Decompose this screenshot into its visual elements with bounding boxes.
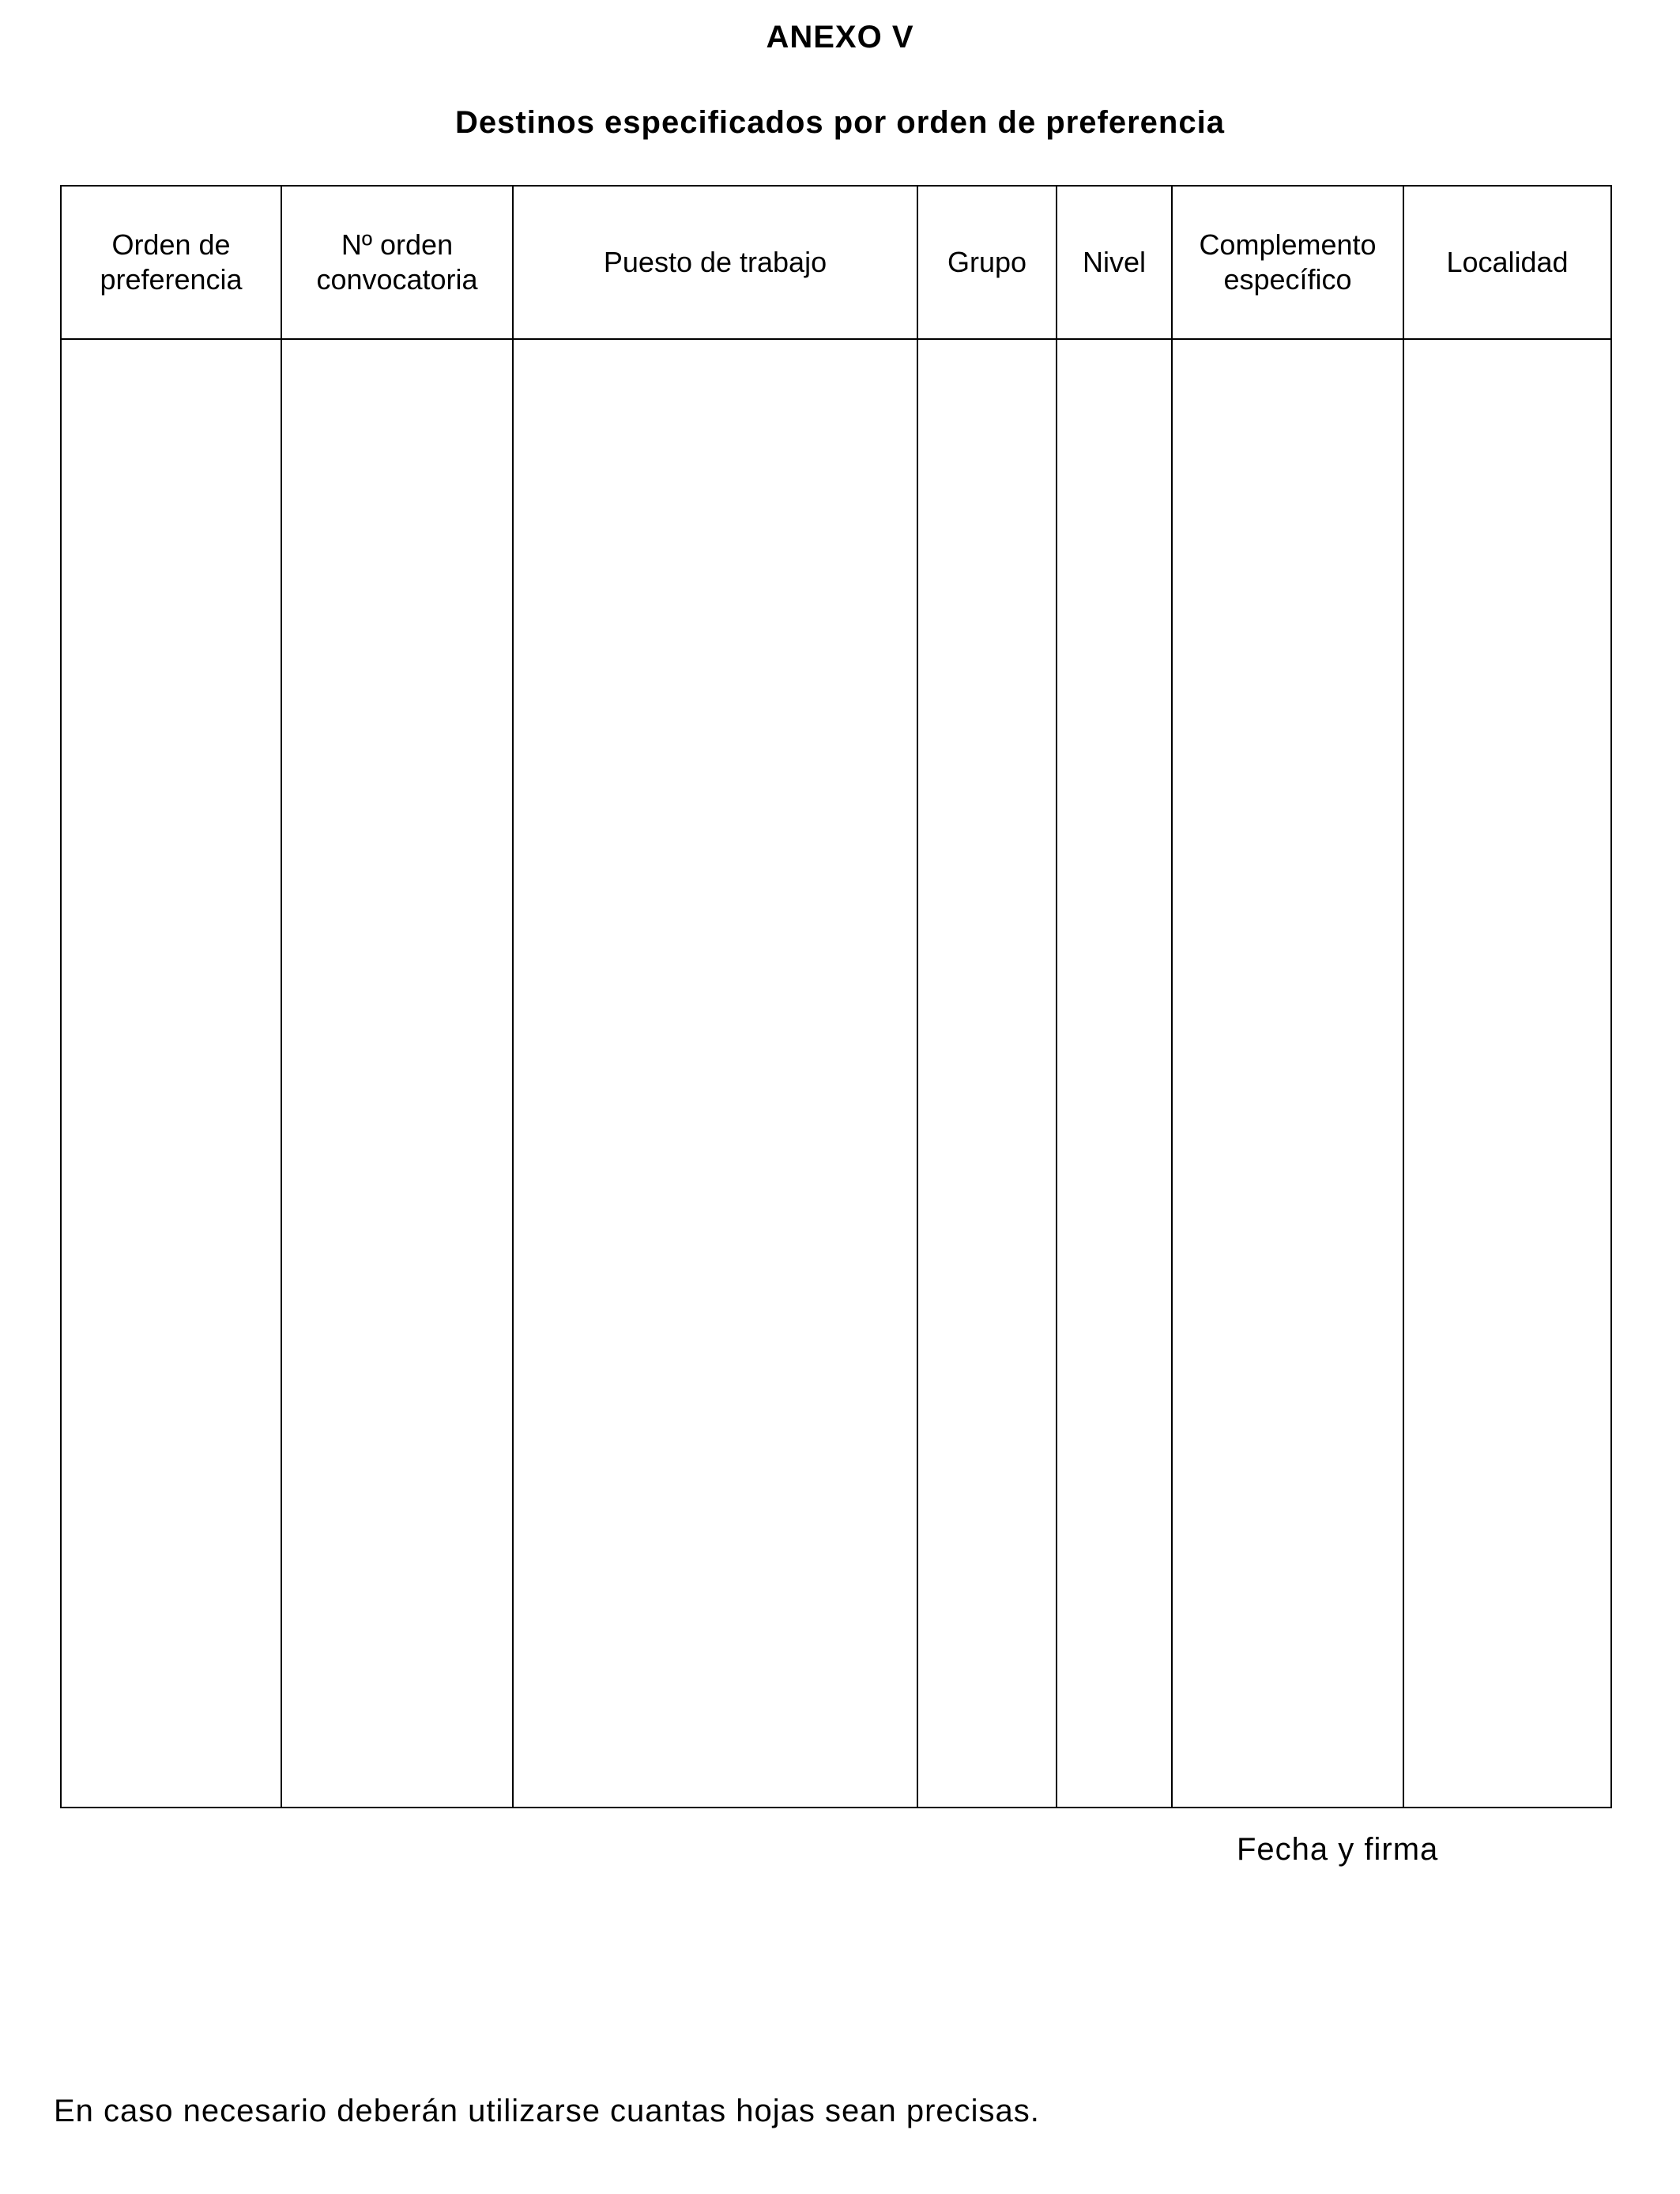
column-header-localidad	[1403, 186, 1611, 339]
table-row	[61, 339, 1611, 1808]
column-header-puesto-trabajo	[513, 186, 917, 339]
column-header-label: Complemento específico	[1199, 228, 1377, 296]
column-header-numero-orden-convocatoria	[281, 186, 513, 339]
cell-nivel[interactable]	[1057, 339, 1172, 1808]
column-header-nivel	[1057, 186, 1172, 339]
cell-numero-orden-convocatoria[interactable]	[281, 339, 513, 1808]
column-header-label: Orden de preferencia	[100, 228, 243, 296]
column-header-complemento-especifico	[1172, 186, 1403, 339]
column-header-label: Localidad	[1446, 246, 1569, 278]
cell-puesto-trabajo[interactable]	[513, 339, 917, 1808]
preferences-table	[60, 185, 1612, 1808]
cell-grupo[interactable]	[917, 339, 1057, 1808]
column-header-label: Nº orden convocatoria	[316, 228, 478, 296]
cell-complemento-especifico[interactable]	[1172, 339, 1403, 1808]
document-subtitle: Destinos especificados por orden de preferencia	[455, 105, 1225, 140]
column-header-label: Nivel	[1082, 246, 1146, 278]
signature-label: Fecha y firma	[1237, 1832, 1439, 1867]
column-header-orden-preferencia	[61, 186, 281, 339]
document-title: ANEXO V	[766, 20, 914, 55]
footer-note: En caso necesario deberán utilizarse cuantas hojas sean precisas.	[54, 2094, 1040, 2128]
column-header-grupo	[917, 186, 1057, 339]
cell-localidad[interactable]	[1403, 339, 1611, 1808]
column-header-label: Grupo	[947, 246, 1027, 278]
cell-orden-preferencia[interactable]	[61, 339, 281, 1808]
column-header-label: Puesto de trabajo	[603, 246, 827, 278]
table-header-row	[61, 186, 1611, 339]
